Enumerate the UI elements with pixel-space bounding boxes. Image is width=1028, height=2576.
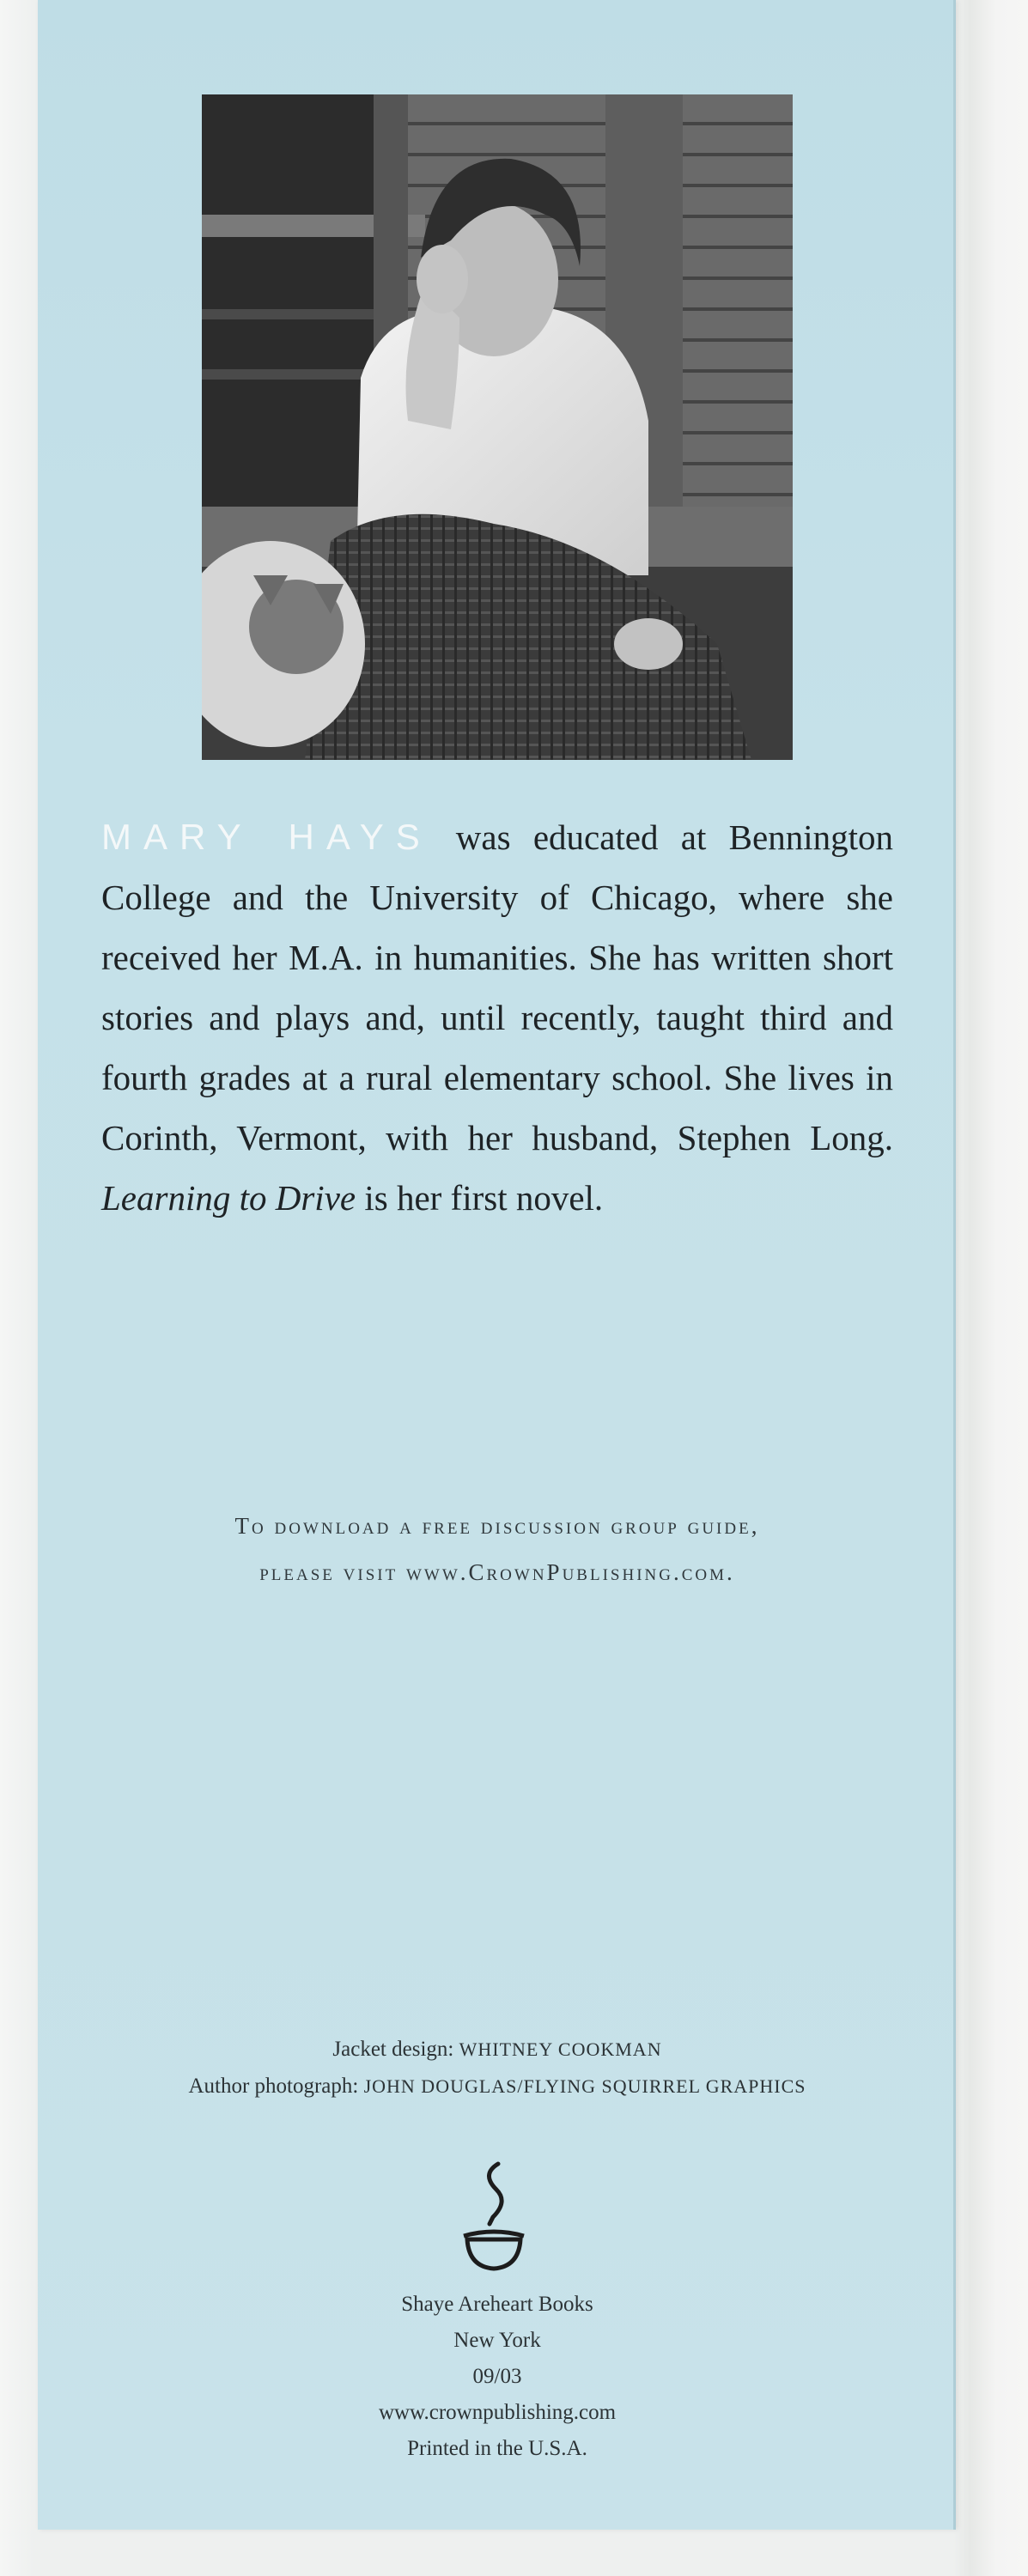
imprint	[101, 2287, 893, 2467]
bio-text-end: is her first novel.	[364, 1178, 604, 1218]
discussion-guide-notice	[101, 1503, 893, 1595]
credits	[101, 2031, 893, 2105]
date-code: 09/03	[472, 2365, 522, 2388]
author-photo-label: Author photograph:	[188, 2075, 359, 2098]
author-photo-credit	[101, 2068, 893, 2105]
publisher-logo-icon	[455, 2157, 532, 2277]
author-bio	[101, 807, 893, 1228]
publisher-city: New York	[453, 2329, 541, 2352]
printed-in: Printed in the U.S.A.	[407, 2437, 587, 2460]
jacket-design-name: WHITNEY COOKMAN	[459, 2038, 662, 2060]
publisher-website: www.crownpublishing.com	[378, 2401, 617, 2424]
bio-text: was educated at Bennington College and the University of Chicago, where she received her M.A. in humanities. She has written short stories and plays and, until recently, taught third and fourth grades at a rural elementary school. She lives in Corinth, Vermont, with her husband, Stephen Long.	[101, 817, 893, 1157]
author-name: MARY HAYS	[101, 817, 432, 857]
publisher-name: Shaye Areheart Books	[401, 2293, 593, 2316]
jacket-design-credit	[101, 2031, 893, 2068]
jacket-design-label: Jacket design:	[332, 2038, 454, 2061]
author-photo	[202, 94, 793, 760]
author-photo-name: JOHN DOUGLAS/FLYING SQUIRREL GRAPHICS	[363, 2075, 806, 2097]
discussion-line-1: To download a free discussion group guide,	[234, 1513, 760, 1539]
book-title: Learning to Drive	[101, 1178, 356, 1218]
discussion-line-2: please visit www.CrownPublishing.com.	[259, 1559, 735, 1585]
